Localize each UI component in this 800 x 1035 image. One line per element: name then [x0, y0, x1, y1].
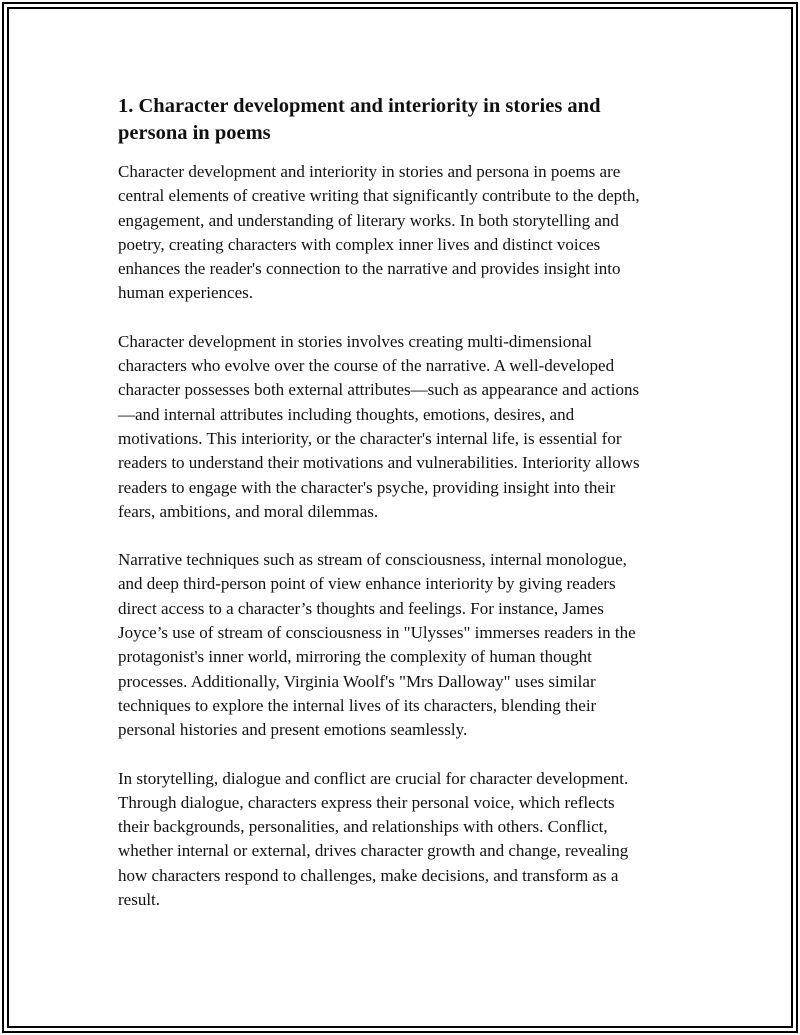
document-body [118, 93, 698, 936]
paragraph-intro: Character development and interiority in stories and persona in poems are central elements of creative writing that significantly contribute to the depth, engagement, and understanding of literary works. In both storytelling and poetry, creating characters with complex inner lives and distinct voices enhances the reader's connection to the narrative and provides insight into human experiences. [118, 162, 640, 303]
section-heading: 1. Character development and interiority in stories and persona in poems [118, 95, 601, 144]
paragraph-character-development: Character development in stories involves creating multi-dimensional characters who evolve over the course of the narrative. A well-developed character possesses both external attributes—such as appearance and actions —and internal attributes including thoughts, emotions, desires, and motivations. This interiority, or the character's internal life, is essential for readers to understand their motivations and vulnerabilities. Interiority allows readers to engage with the character's psyche, providing insight into their fears, ambitions, and moral dilemmas. [118, 331, 640, 521]
paragraph-dialogue-conflict: In storytelling, dialogue and conflict are crucial for character development. Through dialogue, characters express their personal voice, which reflects their backgrounds, personalities, and relationships with others. Conflict, whether internal or external, drives character growth and change, revealing how characters respond to challenges, make decisions, and transform as a result. [118, 768, 629, 910]
paragraph-narrative-techniques: Narrative techniques such as stream of consciousness, internal monologue, and deep third-person point of view enhance interiority by giving readers direct access to a character’s thoughts and feelings. For instance, James Joyce’s use of stream of consciousness in "Ulysses" immerses readers in the protagonist's inner world, mirroring the complexity of human thought processes. Additionally, Virginia Woolf's "Mrs Dalloway" uses similar techniques to explore the internal lives of its characters, blending their personal histories and present emotions seamlessly. [118, 550, 636, 740]
